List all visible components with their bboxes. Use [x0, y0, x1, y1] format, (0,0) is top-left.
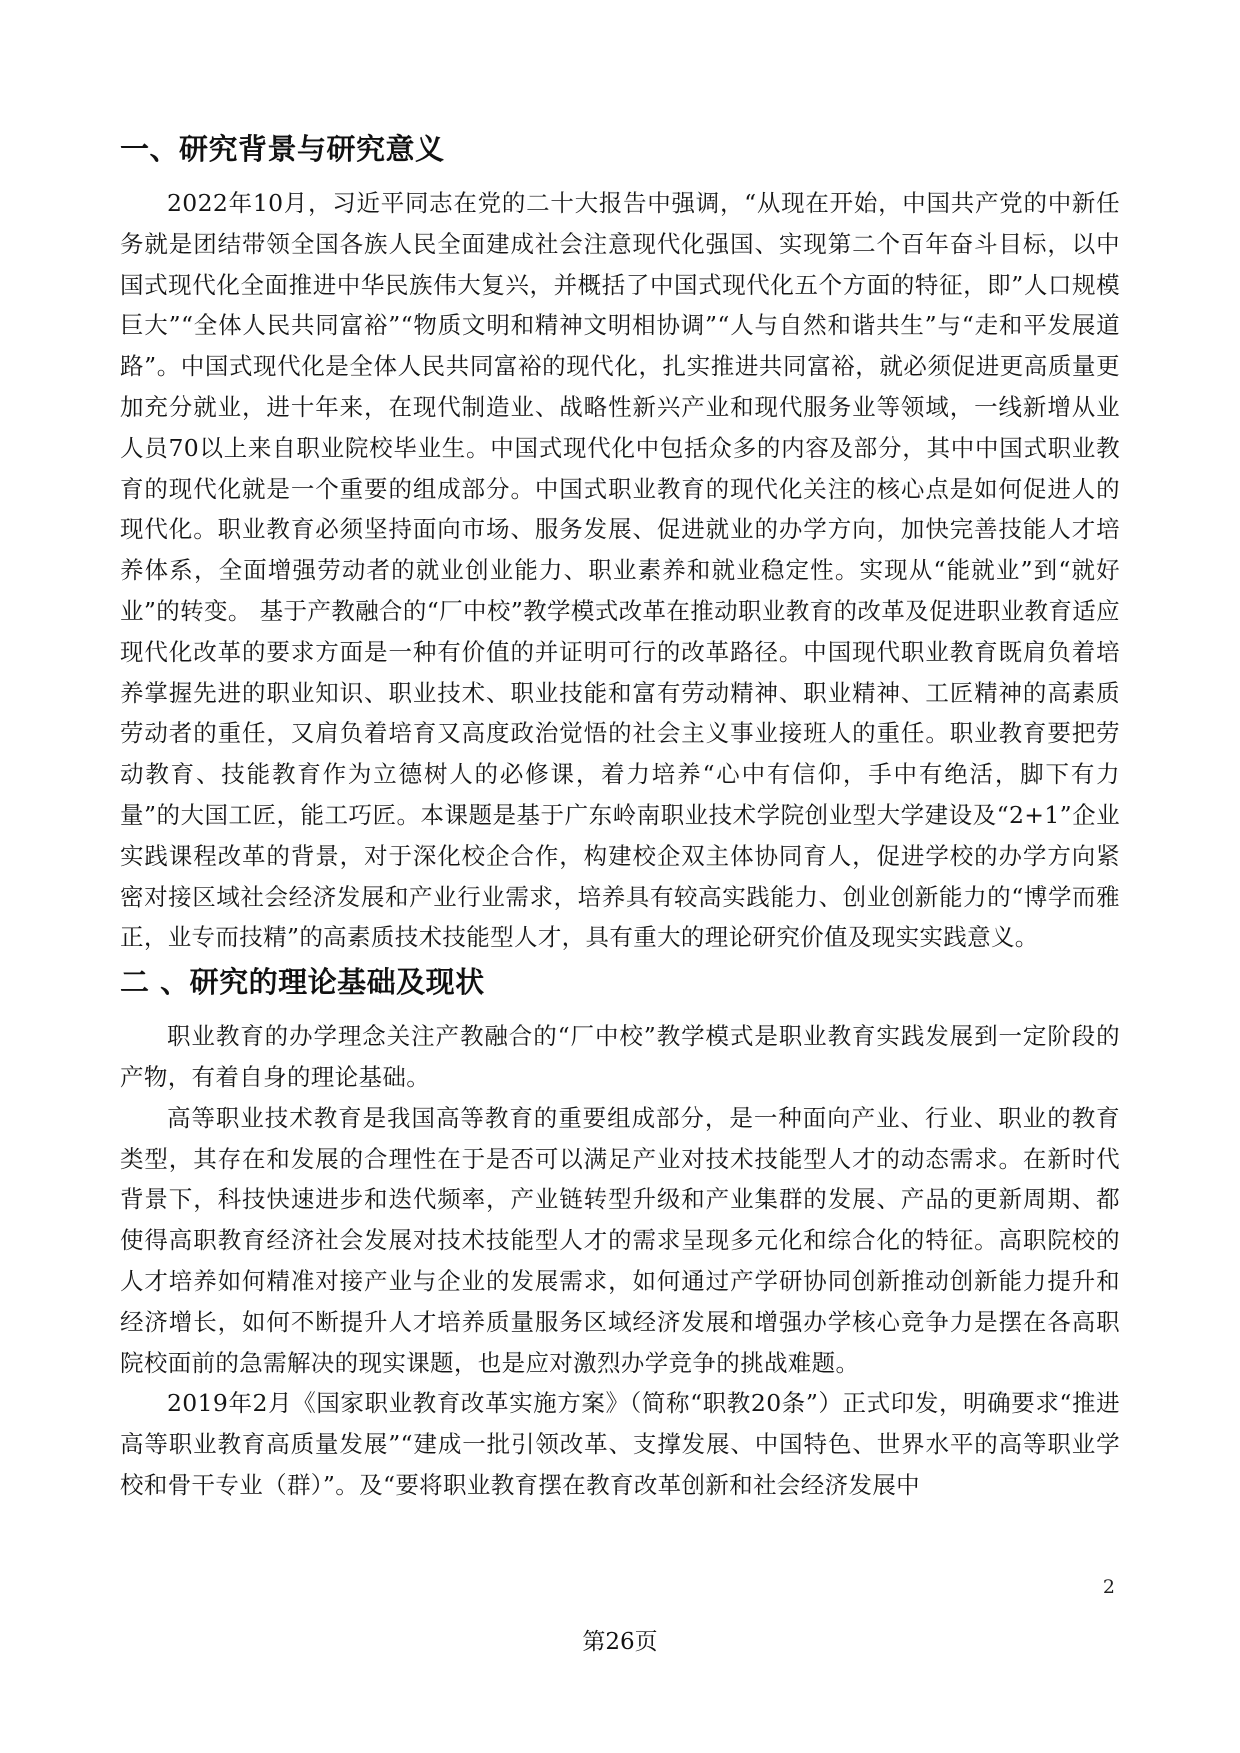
- section1-paragraph-1: 2022年10月，习近平同志在党的二十大报告中强调，“从现在开始，中国共产党的中新任务就是团结带领全国各族人民全面建成社会注意现代化强国、实现第二个百年奋斗目标，以中国式现代化全面推进中华民族伟大复兴，并概括了中国式现代化五个方面的特征，即”人口规模巨大”“全体人民共同富裕”“物质文明和精神文明相协调”“人与自然和谐共生”与“走和平发展道路”。中国式现代化是全体人民共同富裕的现代化，扎实推进共同富裕，就必须促进更高质量更加充分就业，进十年来，在现代制造业、战略性新兴产业和现代服务业等领域，一线新增从业人员70以上来自职业院校毕业生。中国式现代化中包括众多的内容及部分，其中中国式职业教育的现代化就是一个重要的组成部分。中国式职业教育的现代化关注的核心点是如何促进人的现代化。职业教育必须坚持面向市场、服务发展、促进就业的办学方向，加快完善技能人才培养体系，全面增强劳动者的就业创业能力、职业素养和就业稳定性。实现从“能就业”到“就好业”的转变。 基于产教融合的“厂中校”教学模式改革在推动职业教育的改革及促进职业教育适应现代化改革的要求方面是一种有价值的并证明可行的改革路径。中国现代职业教育既肩负着培养掌握先进的职业知识、职业技术、职业技能和富有劳动精神、职业精神、工匠精神的高素质劳动者的重任，又肩负着培育又高度政治觉悟的社会主义事业接班人的重任。职业教育要把劳动教育、技能教育作为立德树人的必修课，着力培养“心中有信仰，手中有绝活，脚下有力量”的大国工匠，能工巧匠。本课题是基于广东岭南职业技术学院创业型大学建设及“2+1”企业实践课程改革的背景，对于深化校企合作，构建校企双主体协同育人，促进学校的办学方向紧密对接区域社会经济发展和产业行业需求，培养具有较高实践能力、创业创新能力的“博学而雅正，业专而技精”的高素质技术技能型人才，具有重大的理论研究价值及现实实践意义。: [120, 189, 1120, 952]
- page-number: 2: [1102, 1576, 1115, 1598]
- document-content: [120, 125, 1120, 1506]
- section2-paragraph-3: 2019年2月《国家职业教育改革实施方案》（简称“职教20条”）正式印发，明确要求“推进高等职业教育高质量发展”“建成一批引领改革、支撑发展、中国特色、世界水平的高等职业学校和骨干专业（群）”。及“要将职业教育摆在教育改革创新和社会经济发展中: [120, 1389, 1120, 1499]
- section2-paragraph-2: 高等职业技术教育是我国高等教育的重要组成部分，是一种面向产业、行业、职业的教育类型，其存在和发展的合理性在于是否可以满足产业对技术技能型人才的动态需求。在新时代背景下，科技快速进步和迭代频率，产业链转型升级和产业集群的发展、产品的更新周期、都使得高职教育经济社会发展对技术技能型人才的需求呈现多元化和综合化的特征。高职院校的人才培养如何精准对接产业与企业的发展需求，如何通过产学研协同创新推动创新能力提升和经济增长，如何不断提升人才培养质量服务区域经济发展和增强办学核心竞争力是摆在各高职院校面前的急需解决的现实课题，也是应对激烈办学竞争的挑战难题。: [120, 1103, 1120, 1377]
- page-footer: 第26页: [582, 1629, 658, 1655]
- section-heading-theory-basis: 二 、研究的理论基础及现状: [120, 965, 485, 1000]
- section-heading-research-background: 一、研究背景与研究意义: [120, 132, 445, 166]
- section2-paragraph-1: 职业教育的办学理念关注产教融合的“厂中校”教学模式是职业教育实践发展到一定阶段的产物，有着自身的理论基础。: [120, 1022, 1120, 1091]
